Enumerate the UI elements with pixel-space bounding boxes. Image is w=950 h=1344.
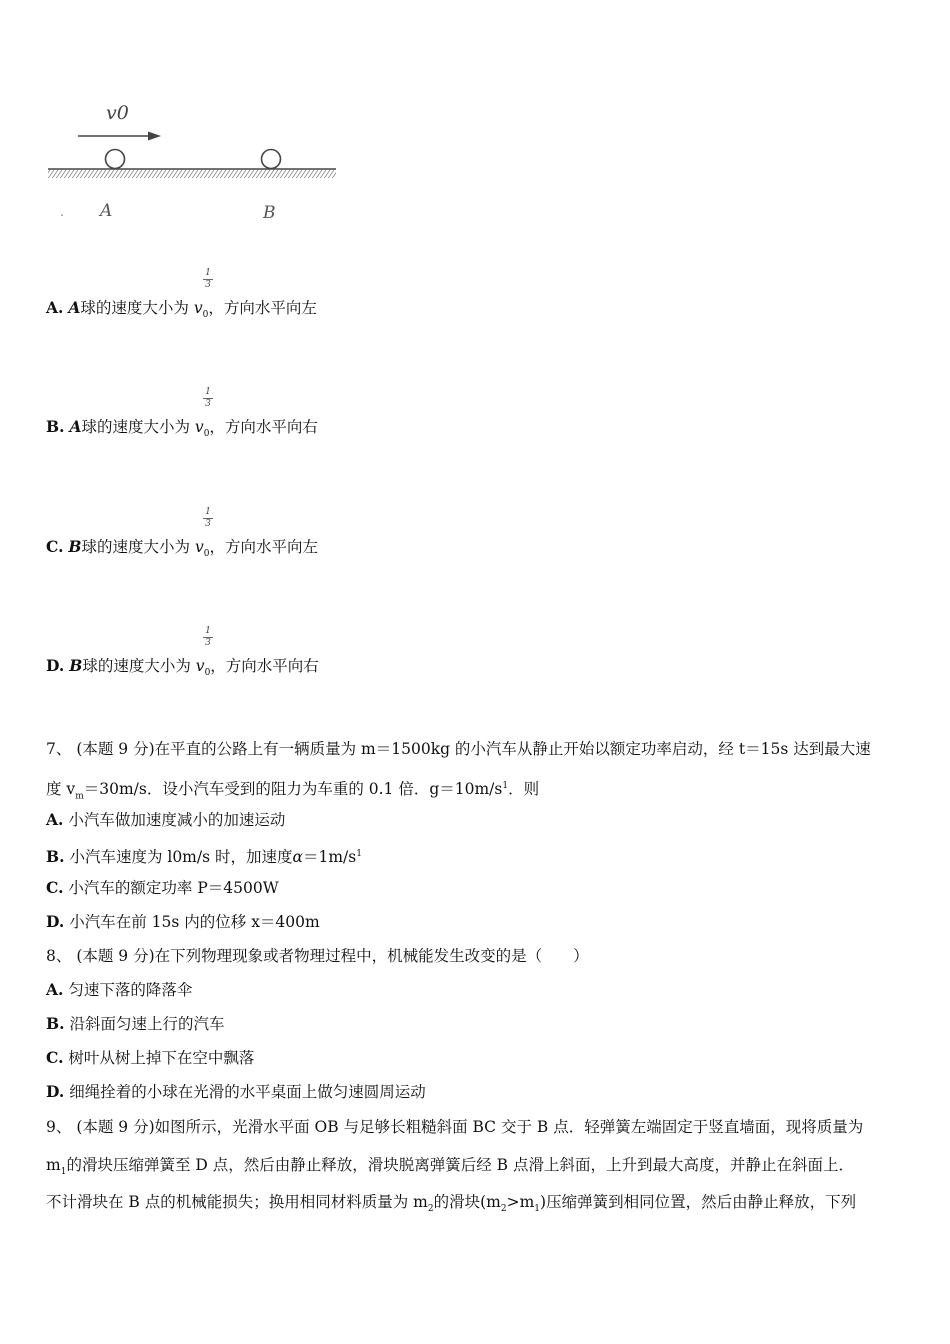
q8-option-d[interactable]: D. 细绳拴着的小球在光滑的水平桌面上做匀速圆周运动 <box>46 1082 426 1101</box>
ball-b-label: B <box>263 203 276 223</box>
velocity-arrow-head <box>148 132 161 141</box>
q9-stem-line1: 9、 (本题 9 分)如图所示，光滑水平面 OB 与足够长粗糙斜面 BC 交于 B 点．轻弹簧左端固定于竖直墙面，现将质量为 <box>46 1118 864 1136</box>
collision-figure <box>44 98 344 228</box>
ball-a <box>106 150 125 169</box>
fraction-one-third: 1 3 <box>203 627 213 648</box>
q7-stem-line2: 度 $v_m=30m/s$．设小汽车受到的阻力为车重的 0.1 倍．$g=10m/s^1$．则 <box>46 780 540 802</box>
q6-option-b[interactable]: B. A球的速度大小为 $v_0$，方向水平向右 <box>46 417 318 440</box>
fraction-one-third: 1 3 <box>203 269 213 290</box>
q7-option-c[interactable]: C. 小汽车的额定功率 P＝4500W <box>46 878 279 897</box>
q9-stem-line3: 不计滑块在 B 点的机械能损失；换用相同材料质量为 $m_2$的滑块$(m_2>m_1)$压缩弹簧到相同位置，然后由静止释放，下列 <box>46 1193 857 1215</box>
q8-option-b[interactable]: B. 沿斜面匀速上行的汽车 <box>46 1014 225 1033</box>
velocity-label: v0 <box>106 102 129 124</box>
q7-stem-line1: 7、 (本题 9 分)在平直的公路上有一辆质量为 m＝1500kg 的小汽车从静止开始以额定功率启动，经 t＝15s 达到最大速 <box>46 740 871 758</box>
q6-option-d[interactable]: D. B球的速度大小为 $v_0$，方向水平向右 <box>46 656 319 679</box>
q8-option-a[interactable]: A. 匀速下落的降落伞 <box>46 980 193 999</box>
ball-b <box>262 150 281 169</box>
q7-option-b[interactable]: B. 小汽车速度为 l0m/s 时，加速度$\alpha=1m/s^1$ <box>46 847 362 867</box>
q6-option-c[interactable]: C. B球的速度大小为 $v_0$，方向水平向左 <box>46 537 318 560</box>
fraction-one-third: 1 3 <box>203 508 213 529</box>
q8-option-c[interactable]: C. 树叶从树上掉下在空中飘落 <box>46 1048 255 1067</box>
q6-option-a[interactable]: A. A球的速度大小为 $v_0$，方向水平向左 <box>46 298 317 321</box>
q9-stem-line2: $m_1$的滑块压缩弹簧至 D 点，然后由静止释放，滑块脱离弹簧后经 B 点滑上斜面，上升到最大高度，并静止在斜面上． <box>46 1156 854 1178</box>
fraction-one-third: 1 3 <box>203 388 213 409</box>
q7-option-d[interactable]: D. 小汽车在前 15s 内的位移 x＝400m <box>46 912 320 931</box>
dot-mark: . <box>60 205 64 219</box>
q7-option-a[interactable]: A. 小汽车做加速度减小的加速运动 <box>46 810 286 829</box>
q8-stem: 8、 (本题 9 分)在下列物理现象或者物理过程中，机械能发生改变的是（ ） <box>46 947 589 965</box>
ground-hatching <box>48 170 336 178</box>
ball-a-label: A <box>100 201 113 221</box>
